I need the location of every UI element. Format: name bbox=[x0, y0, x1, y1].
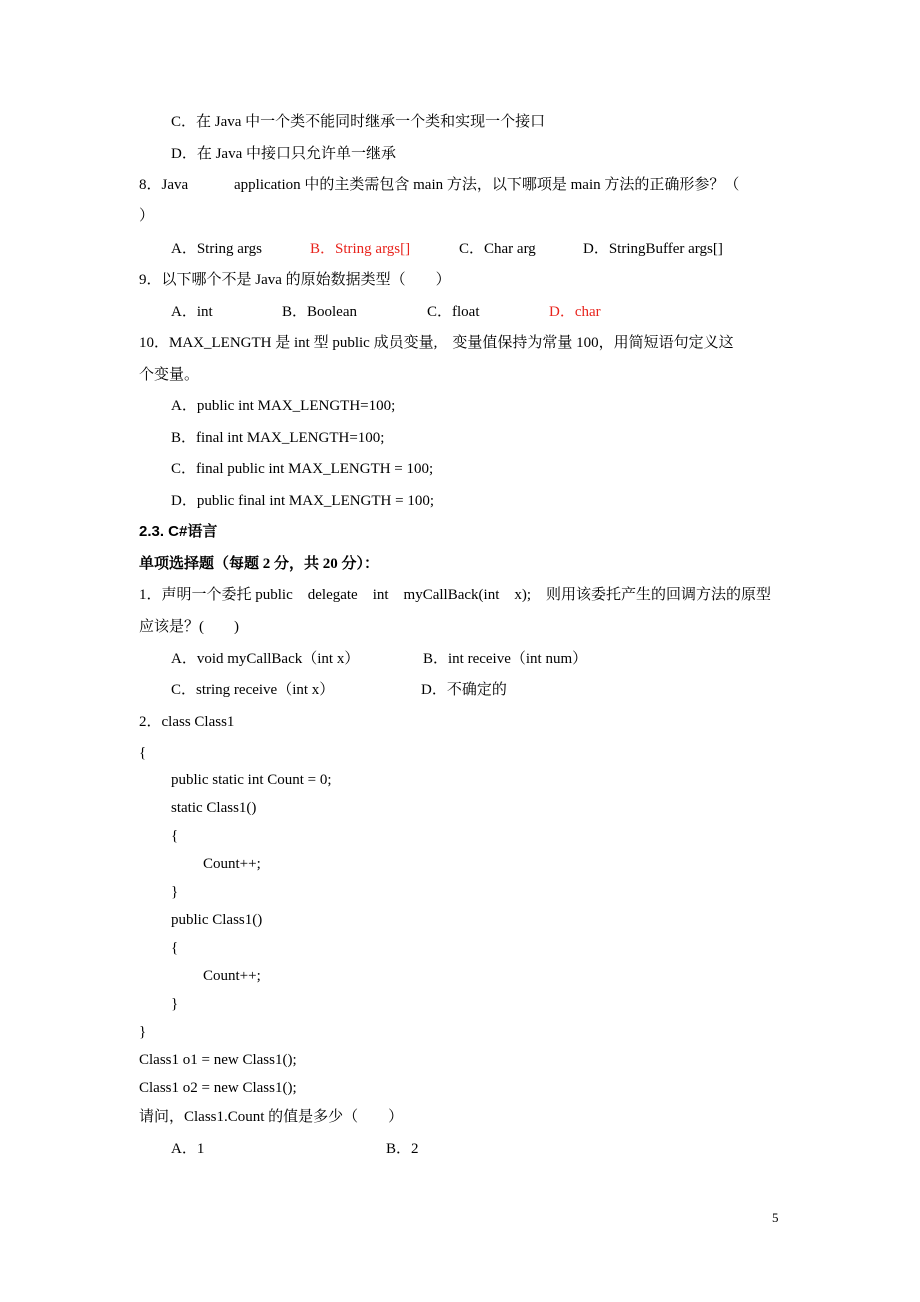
code-line: 2．class Class1 bbox=[139, 714, 235, 730]
cs-q1-option-d: D．不确定的 bbox=[421, 682, 507, 698]
cs-q1-option-b: B．int receive（int num） bbox=[423, 651, 588, 667]
code-line: } bbox=[171, 996, 179, 1012]
cs-q1-option-c: C．string receive（int x） bbox=[171, 682, 335, 698]
q7-option-d: D．在 Java 中接口只允许单一继承 bbox=[171, 146, 396, 162]
code-line: } bbox=[171, 884, 179, 900]
code-line: Class1 o1 = new Class1(); bbox=[139, 1052, 297, 1068]
q10-text-line2: 个变量。 bbox=[139, 367, 200, 383]
q8-option-d: D．StringBuffer args[] bbox=[583, 241, 723, 257]
q7-option-c: C．在 Java 中一个类不能同时继承一个类和实现一个接口 bbox=[171, 114, 546, 130]
q8-text: application 中的主类需包含 main 方法，以下哪项是 main 方法的正确形参？（ bbox=[234, 177, 740, 193]
section-heading-csharp: 2.3. C#语言 bbox=[139, 523, 218, 540]
q9-option-d-answer: D．char bbox=[549, 304, 601, 320]
code-line: { bbox=[171, 940, 179, 956]
code-line: } bbox=[139, 1024, 147, 1040]
code-line: { bbox=[139, 745, 147, 761]
q8-option-a: A．String args bbox=[171, 241, 262, 257]
code-line: Count++; bbox=[203, 856, 261, 872]
code-line: public static int Count = 0; bbox=[171, 772, 332, 788]
q9-option-c: C．float bbox=[427, 304, 480, 320]
q10-option-d: D．public final int MAX_LENGTH = 100; bbox=[171, 493, 435, 509]
q8-number: 8．Java bbox=[139, 177, 189, 193]
q9-option-a: A．int bbox=[171, 304, 213, 320]
q9-option-b: B．Boolean bbox=[282, 304, 357, 320]
code-line: Class1 o2 = new Class1(); bbox=[139, 1080, 297, 1096]
cs-q1-text-line2: 应该是？( ) bbox=[139, 619, 239, 635]
q10-option-a: A．public int MAX_LENGTH=100; bbox=[171, 398, 396, 414]
cs-q2-question: 请问，Class1.Count 的值是多少（ ） bbox=[139, 1109, 404, 1125]
q10-text-line1: 10．MAX_LENGTH 是 int 型 public 成员变量, 变量值保持为常量 100，用简短语句定义这 bbox=[139, 335, 734, 351]
q10-option-c: C．final public int MAX_LENGTH = 100; bbox=[171, 461, 434, 477]
cs-q1-option-a: A．void myCallBack（int x） bbox=[171, 651, 360, 667]
cs-q2-option-a: A．1 bbox=[171, 1141, 205, 1157]
section-subheading: 单项选择题（每题 2 分，共 20 分）： bbox=[139, 556, 380, 572]
q8-text-end: ） bbox=[139, 208, 155, 224]
q10-option-b: B．final int MAX_LENGTH=100; bbox=[171, 430, 385, 446]
code-line: { bbox=[171, 828, 179, 844]
code-line: public Class1() bbox=[171, 912, 263, 928]
page-number: 5 bbox=[772, 1210, 779, 1225]
q8-option-b-answer: B．String args[] bbox=[310, 241, 411, 257]
q9-text: 9．以下哪个不是 Java 的原始数据类型（ ） bbox=[139, 272, 451, 288]
code-line: static Class1() bbox=[171, 800, 257, 816]
code-line: Count++; bbox=[203, 968, 261, 984]
cs-q2-option-b: B．2 bbox=[386, 1141, 419, 1157]
cs-q1-text-line1: 1．声明一个委托 public delegate int myCallBack(int x); 则用该委托产生的回调方法的原型 bbox=[139, 587, 772, 603]
q8-option-c: C．Char arg bbox=[459, 241, 536, 257]
